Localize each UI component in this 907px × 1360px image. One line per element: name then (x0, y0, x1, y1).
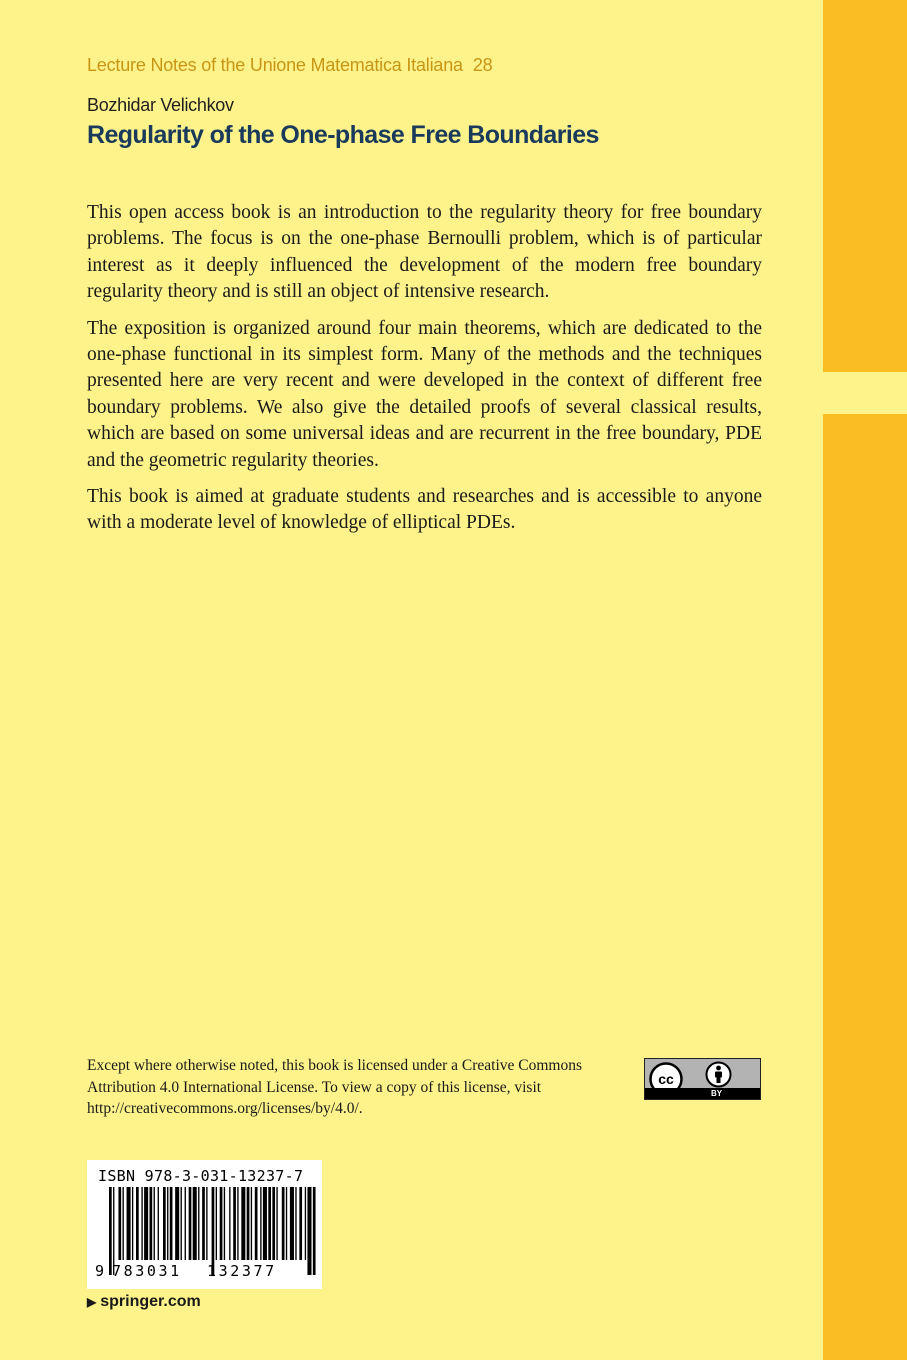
author-name: Bozhidar Velichkov (87, 95, 234, 115)
barcode-bar (299, 1187, 302, 1260)
barcode-bar (216, 1187, 217, 1260)
barcode-bar (127, 1187, 131, 1260)
barcode-bar (286, 1187, 287, 1260)
barcode-left-digits: 783031 (112, 1262, 182, 1280)
barcode-bar (123, 1187, 124, 1260)
abstract-paragraph: This open access book is an introduction to the regularity theory for free boundary problems. The focus is on the one-phase Bernoulli problem, which is of particular interest as it deeply influenced the development of the modern free boundary regularity theory and is still an object of intensive research. (87, 202, 762, 303)
barcode-bar (307, 1187, 311, 1275)
barcode-bar (251, 1187, 252, 1260)
barcode-bar (224, 1187, 225, 1260)
barcode-bar (175, 1187, 179, 1260)
barcode-bar (276, 1187, 277, 1260)
barcode-bar (241, 1187, 245, 1260)
svg-text:cc: cc (658, 1071, 674, 1087)
barcode-bar (132, 1187, 133, 1260)
barcode-bar (189, 1187, 192, 1260)
barcode-bar (158, 1187, 159, 1260)
abstract (87, 200, 762, 547)
barcode-bar (282, 1187, 285, 1260)
book-title: Regularity of the One-phase Free Boundaries (87, 121, 599, 149)
triangle-right-icon: ▶ (87, 1295, 97, 1309)
barcode-lead-digit: 9 (95, 1262, 105, 1280)
abstract-paragraph: The exposition is organized around four main theorems, which are dedicated to the one-phase functional in its simplest form. Many of the methods and the techniques presented here are very recent and were developed in the context of different free boundary problems. We also give the detailed proofs of several classical results, which are based on some universal ideas and are recurrent in the free boundary, PDE and the geometric regularity theories. (87, 317, 762, 471)
barcode-bar (206, 1187, 207, 1260)
barcode-right-digits: 132377 (207, 1262, 277, 1280)
barcode-bar (220, 1187, 223, 1260)
series-number: 28 (472, 55, 493, 75)
series-line (87, 55, 492, 76)
barcode-bar (290, 1187, 294, 1260)
barcode-bar (237, 1187, 238, 1260)
publisher-link[interactable] (87, 1293, 201, 1311)
barcode-bar (260, 1187, 261, 1260)
barcode-bar (247, 1187, 250, 1260)
barcode-bar (268, 1187, 271, 1260)
barcode-bar (154, 1187, 155, 1260)
barcode-bar (202, 1187, 205, 1260)
series-name: Lecture Notes of the Unione Matematica Italiana (87, 55, 463, 75)
barcode-bar (181, 1187, 182, 1260)
barcode-bar (167, 1187, 168, 1260)
barcode-bar (295, 1187, 296, 1260)
spine-band-bottom (823, 414, 907, 1360)
spine-band-gap (823, 372, 907, 414)
publisher-site: springer.com (100, 1293, 201, 1310)
license-notice: Except where otherwise noted, this book is licensed under a Creative Commons Attribution 4.0 International License. To view a copy of this license, visit http://creativecommons.org/licenses/by/4.0/. (87, 1057, 583, 1117)
badge-by-label: BY (711, 1089, 723, 1098)
attribution-person-icon (705, 1061, 732, 1088)
barcode-bar (170, 1187, 173, 1260)
abstract-paragraph: This book is aimed at graduate students and researches and is accessible to anyone with a moderate level of knowledge of elliptical PDEs. (87, 486, 762, 534)
barcode-bar (255, 1187, 258, 1260)
isbn-label: ISBN 978-3-031-13237-7 (98, 1167, 304, 1185)
barcode-bar (263, 1187, 267, 1260)
barcode-bar (144, 1187, 148, 1260)
barcode-bar (272, 1187, 275, 1260)
barcode-bar (233, 1187, 236, 1260)
barcode-bar (193, 1187, 197, 1260)
barcode-bar (141, 1187, 142, 1260)
barcode-bar (198, 1187, 199, 1260)
cc-by-badge (644, 1058, 761, 1100)
badge-bar (645, 1088, 760, 1099)
barcode-bar (313, 1187, 316, 1275)
barcode-bar (150, 1187, 153, 1260)
barcode-bar (229, 1187, 230, 1260)
barcode-bar (305, 1187, 306, 1260)
barcode-bar (163, 1187, 166, 1260)
spine-band-top (823, 0, 907, 372)
isbn-barcode (87, 1160, 322, 1289)
barcode-bar (136, 1187, 139, 1260)
barcode-bar (118, 1187, 121, 1260)
barcode-bar (185, 1187, 186, 1260)
